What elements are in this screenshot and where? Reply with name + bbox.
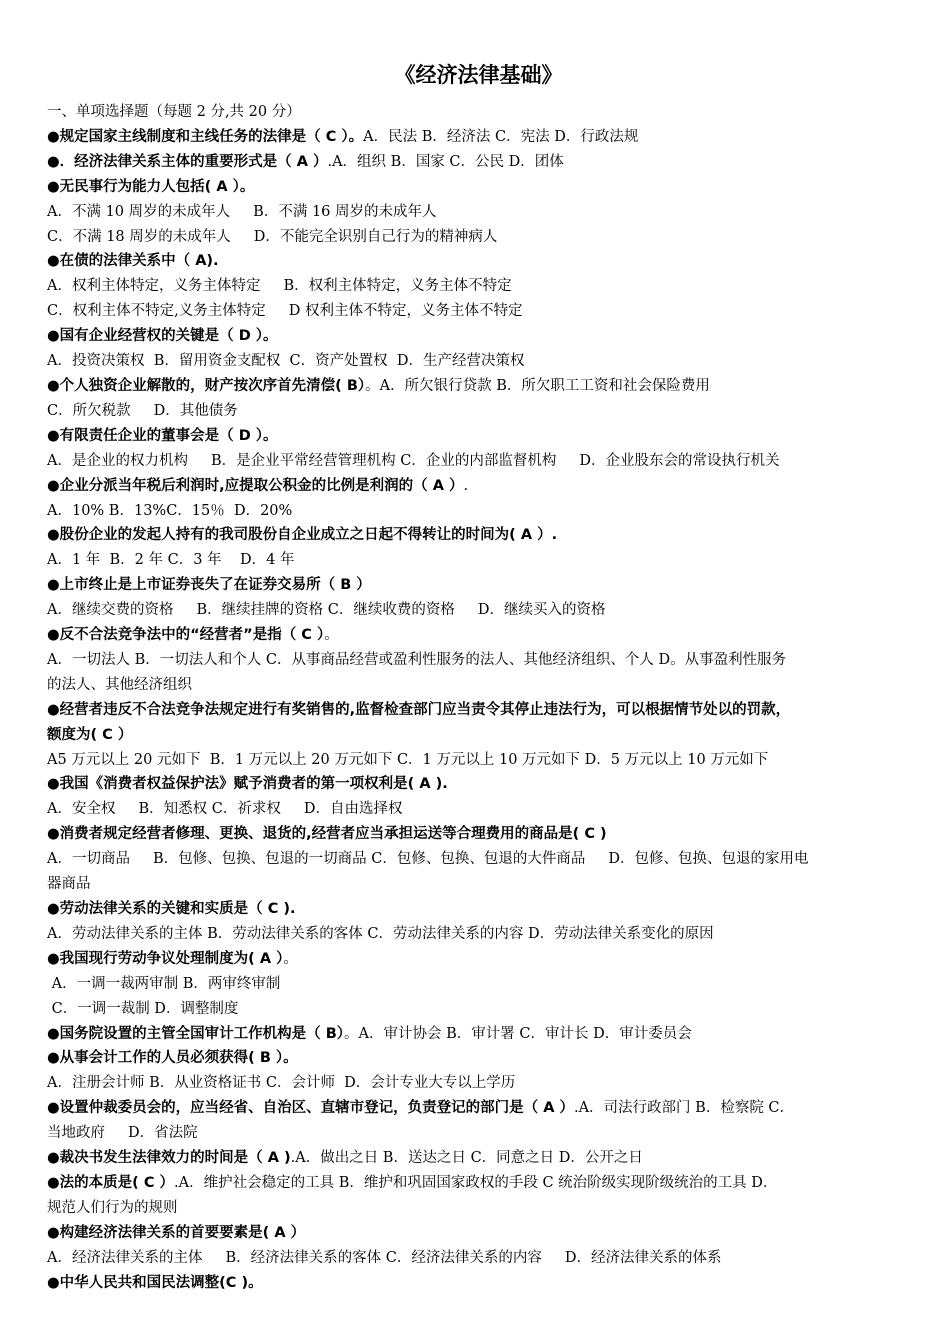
question-stem: ●从事会计工作的人员必须获得( B ）。 bbox=[47, 1050, 298, 1067]
answer-options-line: A．权利主体特定，义务主体特定 B．权利主体特定，义务主体不特定 bbox=[47, 278, 512, 295]
question-stem: ●在债的法律关系中（ A). bbox=[47, 253, 219, 270]
document-title: 《经济法律基础》 bbox=[394, 63, 563, 87]
question-stem: ●上市终止是上市证券丧失了在证券交易所（ B ） bbox=[47, 577, 371, 594]
question-line bbox=[47, 623, 910, 648]
question-line bbox=[47, 1046, 910, 1071]
question-line bbox=[47, 1022, 910, 1047]
question-list bbox=[47, 125, 910, 1296]
question-options: .A．司法行政部门 B．检察院 C． bbox=[573, 1100, 795, 1117]
answer-options-line: A．一切商品 B．包修、包换、包退的一切商品 C．包修、包换、包退的大件商品 D．包修、包换、包退的家用电 bbox=[47, 851, 809, 868]
question-options: . bbox=[463, 477, 469, 494]
question-options: A．民法 B．经济法 C．宪法 D．行政法规 bbox=[363, 128, 639, 145]
answer-options-line: C．权利主体不特定,义务主体特定 D 权利主体不特定，义务主体不特定 bbox=[47, 303, 523, 320]
question-line bbox=[47, 947, 910, 972]
question-line bbox=[47, 772, 910, 797]
answer-options-line: C．所欠税款 D．其他债务 bbox=[47, 402, 238, 419]
answer-options-line: 规范人们行为的规则 bbox=[47, 1199, 178, 1216]
question-stem: ●构建经济法律关系的首要要素是( A ） bbox=[47, 1224, 306, 1241]
question-options: .A．组织 B．国家 C．公民 D．团体 bbox=[327, 153, 564, 170]
question-stem: ●中华人民共和国民法调整(C )。 bbox=[47, 1274, 263, 1291]
question-stem: ●股份企业的发起人持有的我司股份自企业成立之日起不得转让的时间为( A ）. bbox=[47, 527, 558, 544]
question-line bbox=[47, 1171, 910, 1196]
question-line bbox=[47, 573, 910, 598]
question-stem: ●经营者违反不合法竞争法规定进行有奖销售的,监督检查部门应当责令其停止违法行为，可以根据情节处以的罚款， bbox=[47, 701, 791, 718]
answer-options-line: C．不满 18 周岁的未成年人 D．不能完全识别自己行为的精神病人 bbox=[47, 228, 498, 245]
answer-options-line: A．投资决策权 B．留用资金支配权 C．资产处置权 D．生产经营决策权 bbox=[47, 353, 525, 370]
question-line bbox=[47, 474, 910, 499]
question-stem: ●有限责任企业的董事会是（ D ）。 bbox=[47, 427, 278, 444]
question-stem: ●国务院设置的主管全国审计工作机构是（ B） bbox=[47, 1025, 345, 1042]
question-stem: ●国有企业经营权的关键是（ D ）。 bbox=[47, 328, 278, 345]
question-stem: ●劳动法律关系的关键和实质是（ C ). bbox=[47, 901, 296, 917]
question-line bbox=[47, 1221, 910, 1246]
question-options: .A．做出之日 B．送达之日 C．同意之日 D．公开之日 bbox=[290, 1150, 643, 1167]
question-line bbox=[47, 249, 910, 274]
question-options: 。 bbox=[324, 627, 339, 644]
answer-options-line: A．一切法人 B．一切法人和个人 C．从事商品经营或盈利性服务的法人、其他经济组织、个人 D。从事盈利性服务 bbox=[47, 651, 787, 668]
answer-options-line: C．一调一裁制 D．调整制度 bbox=[47, 1000, 239, 1017]
question-line bbox=[47, 324, 910, 349]
answer-options-line: A．劳动法律关系的主体 B．劳动法律关系的客体 C．劳动法律关系的内容 D．劳动法律关系变化的原因 bbox=[47, 925, 714, 942]
question-line bbox=[47, 1096, 910, 1121]
answer-options-line: A5 万元以上 20 元如下 B．1 万元以上 20 万元如下 C．1 万元以上 10 万元如下 D．5 万元以上 10 万元如下 bbox=[47, 751, 769, 768]
answer-options-line: A．不满 10 周岁的未成年人 B．不满 16 周岁的未成年人 bbox=[47, 203, 437, 220]
question-line bbox=[47, 424, 910, 449]
question-stem: ●消费者规定经营者修理、更换、退货的,经营者应当承担运送等合理费用的商品是( C ) bbox=[47, 826, 607, 843]
answer-options-line: A．继续交费的资格 B．继续挂牌的资格 C．继续收费的资格 D．继续买入的资格 bbox=[47, 602, 606, 619]
question-line bbox=[47, 523, 910, 548]
question-stem: ●反不合法竞争法中的“经营者”是指（ C ） bbox=[47, 627, 325, 644]
question-stem: ●无民事行为能力人包括( A ）。 bbox=[47, 178, 255, 195]
question-options: 。 bbox=[283, 950, 298, 967]
question-stem: ●个人独资企业解散的，财产按次序首先清偿( B） bbox=[47, 377, 366, 394]
answer-options-line: A．1 年 B．2 年 C．3 年 D．4 年 bbox=[47, 552, 295, 569]
question-stem: 额度为( C ） bbox=[47, 726, 133, 743]
question-line bbox=[47, 897, 910, 922]
answer-options-line: A．10% B．13%C．15％ D．20% bbox=[47, 502, 293, 519]
question-stem: ●裁决书发生法律效力的时间是（ A ) bbox=[47, 1150, 291, 1167]
answer-options-line: A．注册会计师 B．从业资格证书 C．会计师 D．会计专业大专以上学历 bbox=[47, 1075, 516, 1092]
answer-options-line: 的法人、其他经济组织 bbox=[47, 676, 192, 693]
question-line bbox=[47, 822, 910, 847]
question-stem: ●．经济法律关系主体的重要形式是（ A ） bbox=[47, 153, 328, 170]
section-heading: 一、单项选择题（每题 2 分,共 20 分） bbox=[47, 104, 301, 120]
question-line bbox=[47, 150, 910, 175]
answer-options-line: A．经济法律关系的主体 B．经济法律关系的客体 C．经济法律关系的内容 D．经济法律关系的体系 bbox=[47, 1249, 722, 1266]
question-line bbox=[47, 125, 910, 150]
question-line bbox=[47, 1146, 910, 1171]
answer-options-line: 器商品 bbox=[47, 876, 91, 893]
question-line bbox=[47, 374, 910, 399]
question-options: .A．维护社会稳定的工具 B．维护和巩固国家政权的手段 C 统治阶级实现阶级统治的工具 D． bbox=[174, 1174, 778, 1191]
question-options: 。A．审计协会 B．审计署 C．审计长 D．审计委员会 bbox=[344, 1025, 692, 1042]
question-stem: ●规定国家主线制度和主线任务的法律是（ C ）。 bbox=[47, 128, 364, 145]
question-stem: ●我国《消费者权益保护法》赋予消费者的第一项权利是( A ). bbox=[47, 776, 448, 793]
answer-options-line: A．安全权 B．知悉权 C．祈求权 D．自由选择权 bbox=[47, 801, 403, 818]
answer-options-line: A．是企业的权力机构 B．是企业平常经营管理机构 C．企业的内部监督机构 D．企业股东会的常设执行机关 bbox=[47, 452, 780, 469]
question-line bbox=[47, 175, 910, 200]
question-stem: ●设置仲裁委员会的，应当经省、自治区、直辖市登记，负责登记的部门是（ A ） bbox=[47, 1100, 574, 1117]
question-stem: ●我国现行劳动争议处理制度为( A ） bbox=[47, 950, 284, 967]
answer-options-line: A．一调一裁两审制 B．两审终审制 bbox=[47, 975, 281, 992]
question-options: 。A．所欠银行贷款 B．所欠职工工资和社会保险费用 bbox=[365, 377, 710, 394]
answer-options-line: 当地政府 D．省法院 bbox=[47, 1125, 198, 1142]
question-stem: ●企业分派当年税后利润时,应提取公积金的比例是利润的（ A ） bbox=[47, 477, 464, 494]
question-line bbox=[47, 723, 910, 748]
question-line bbox=[47, 698, 910, 723]
question-stem: ●法的本质是( C ） bbox=[47, 1174, 175, 1191]
question-line bbox=[47, 1271, 910, 1296]
